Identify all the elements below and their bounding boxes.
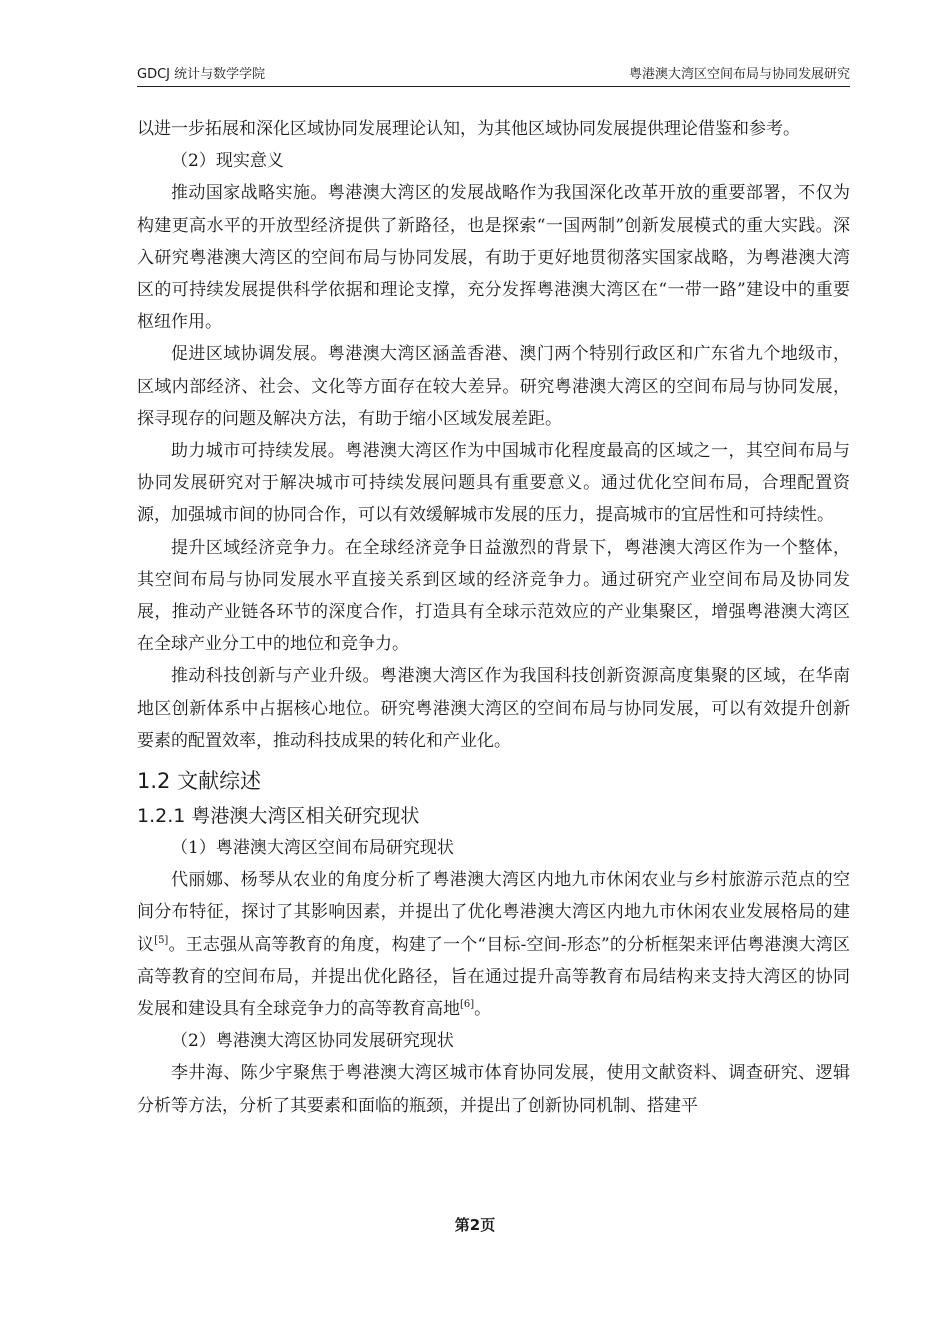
paragraph-tech-innovation: 推动科技创新与产业升级。粤港澳大湾区作为我国科技创新资源高度集聚的区域，在华南地区创新体系中占据核心地位。研究粤港澳大湾区的空间布局与协同发展，可以有效提升创新要素的配置效率，推动科技成果的转化和产业化。 [137,666,850,751]
subheading-spatial-layout: （1）粤港澳大湾区空间布局研究现状 [171,838,454,859]
paragraph-sports-coordination: 李井海、陈少宇聚焦于粤港澳大湾区城市体育协同发展，使用文献资料、调查研究、逻辑分析等方法，分析了其要素和面临的瓶颈，并提出了创新协同机制、搭建平 [137,1063,850,1116]
paragraph-theory-end: 以进一步拓展和深化区域协同发展理论认知，为其他区域协同发展提供理论借鉴和参考。 [137,119,800,139]
page-number: 第2页 [454,1216,496,1234]
subheading-coordinated-development: （2）粤港澳大湾区协同发展研究现状 [171,1031,454,1052]
header-title: 粤港澳大湾区空间布局与协同发展研究 [628,67,850,82]
paragraph-spatial-layout-review [137,864,850,1025]
subheading-practical-significance: （2）现实意义 [171,151,284,172]
text-segment: 。 [474,999,492,1020]
paragraph-economic-competitiveness: 提升区域经济竞争力。在全球经济竞争日益激烈的背景下，粤港澳大湾区作为一个整体，其空间布局与协同发展水平直接关系到区域的经济竞争力。通过研究产业空间布局及协同发展，推动产业链各环节的深度合作，打造具有全球示范效应的产业集聚区，增强粤港澳大湾区在全球产业分工中的地位和竞争力。 [137,537,850,655]
paragraph-urban-sustainability: 助力城市可持续发展。粤港澳大湾区作为中国城市化程度最高的区域之一，其空间布局与协同发展研究对于解决城市可持续发展问题具有重要意义。通过优化空间布局，合理配置资源，加强城市间的协同合作，可以有效缓解城市发展的压力，提高城市的宜居性和可持续性。 [137,441,850,526]
paragraph-national-strategy: 推动国家战略实施。粤港澳大湾区的发展战略作为我国深化改革开放的重要部署，不仅为构建更高水平的开放型经济提供了新路径，也是探索“一国两制”创新发展模式的重大实践。深入研究粤港澳大湾区的空间布局与协同发展，有助于更好地贯彻落实国家战略，为粤港澳大湾区的可持续发展提供科学依据和理论支撑，充分发挥粤港澳大湾区在“一带一路”建设中的重要枢纽作用。 [137,183,850,333]
subsection-heading-research-status: 1.2.1 粤港澳大湾区相关研究现状 [137,805,420,828]
page-header [137,64,850,87]
text-segment: 。王志强从高等教育的角度，构建了一个“目标-空间-形态”的分析框架来评估粤港澳大湾区高等教育的空间布局，并提出优化路径，旨在通过提升高等教育布局结构来支持大湾区的协同发展和建设具有全球竞争力的高等教育高地 [137,934,851,1020]
citation-ref-5: [5] [154,934,169,946]
text-segment: 代丽娜、杨琴从农业的角度分析了粤港澳大湾区内地九市休闲农业与乡村旅游示范点的空间分布特征，探讨了其影响因素，并提出了优化粤港澳大湾区内地九市休闲农业发展格局的建议 [137,870,850,955]
section-heading-literature-review: 1.2 文献综述 [137,769,262,794]
citation-ref-6: [6] [460,999,475,1011]
paragraph-regional-coordination: 促进区域协调发展。粤港澳大湾区涵盖香港、澳门两个特别行政区和广东省九个地级市，区域内部经济、社会、文化等方面存在较大差异。研究粤港澳大湾区的空间布局与协同发展，探寻现存的问题及解决方法，有助于缩小区域发展差距。 [137,344,850,429]
header-institution: GDCJ 统计与数学学院 [137,67,266,82]
document-body [137,113,850,1122]
